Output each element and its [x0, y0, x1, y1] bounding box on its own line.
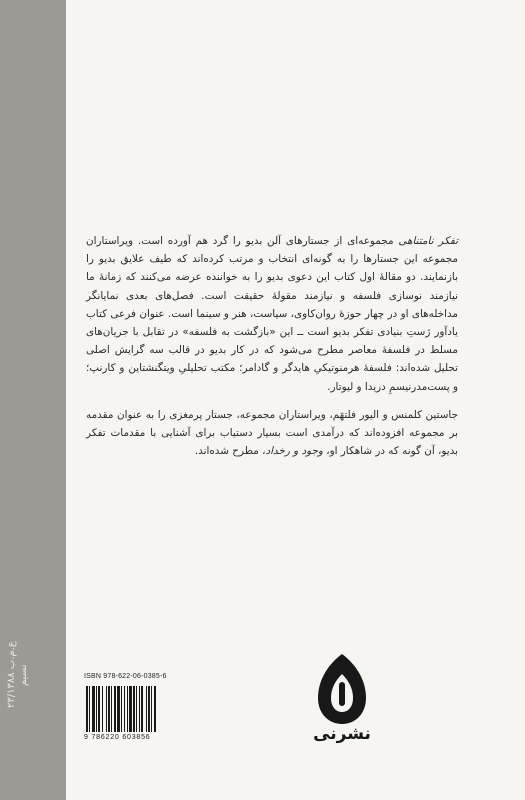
cover-blurb — [86, 232, 458, 460]
blurb-text-1: مجموعه‌ای از جستارهای آلن بدیو را گرد هم آورده است. ویراستاران مجموعه این جستارها را به گونه‌ای انتخاب و مرتب کرده‌اند که طیف علایق بدیو را بازنمایند. دو مقالهٔ اول کتاب این دعوی بدیو را به خواننده عرضه می‌کنند که زمانهٔ ما نیازمند نوسازی فلسفه و نیازمند مقولهٔ حقیقت است. فصل‌های بعدی نمایانگر مداخله‌های او در چهار حوزهٔ روان‌کاوی، سیاست، هنر و سینما است. عنوان فرعی کتاب یادآور ژستِ بنیادی تفکر بدیو است ــ این «بازگشت به فلسفه» در تقابل با جریان‌های مسلط در فلسفهٔ معاصر مطرح می‌شود که در کار بدیو در قالب سه گرایش اصلی تحلیل شده‌اند: فلسفهٔ هرمنوتیکیِ هایدگر و گادامر؛ مکتب تحلیلیِ ویتگنشتاین و کارنپ؛ و پست‌مدرنیسمِ دریدا و لیوتار. — [86, 235, 458, 393]
isbn-label: ISBN 978-622-06-0385-6 — [84, 673, 167, 680]
barcode — [84, 686, 188, 732]
blurb-text-2b: ، مطرح شده‌اند. — [194, 445, 266, 458]
barcode-number: 9 786220 603856 — [84, 734, 151, 741]
spine-band — [0, 0, 66, 800]
book-title-inline-2: وجود و رخداد — [265, 445, 323, 458]
blurb-paragraph-2 — [86, 406, 458, 461]
blurb-text-2a: جاستین کلمنس و الیور فلتهَم، ویراستاران مجموعه، جستار پرمغزی را به عنوان مقدمه بر مجموعه افزوده‌اند که درآمدی است بسیار دستیاب برای آشنایی با مقدمات تفکر بدیو، آن گونه که در شاهکار او، — [86, 408, 458, 458]
handwritten-note: ع.م.ب ۲۳/۱۳۸۸ نسیم — [6, 641, 29, 709]
isbn-block — [66, 670, 196, 770]
publisher-name: نشرنی — [313, 724, 371, 744]
blurb-paragraph-1 — [86, 232, 458, 396]
book-title-inline: تفکر نامتناهی — [398, 235, 459, 247]
